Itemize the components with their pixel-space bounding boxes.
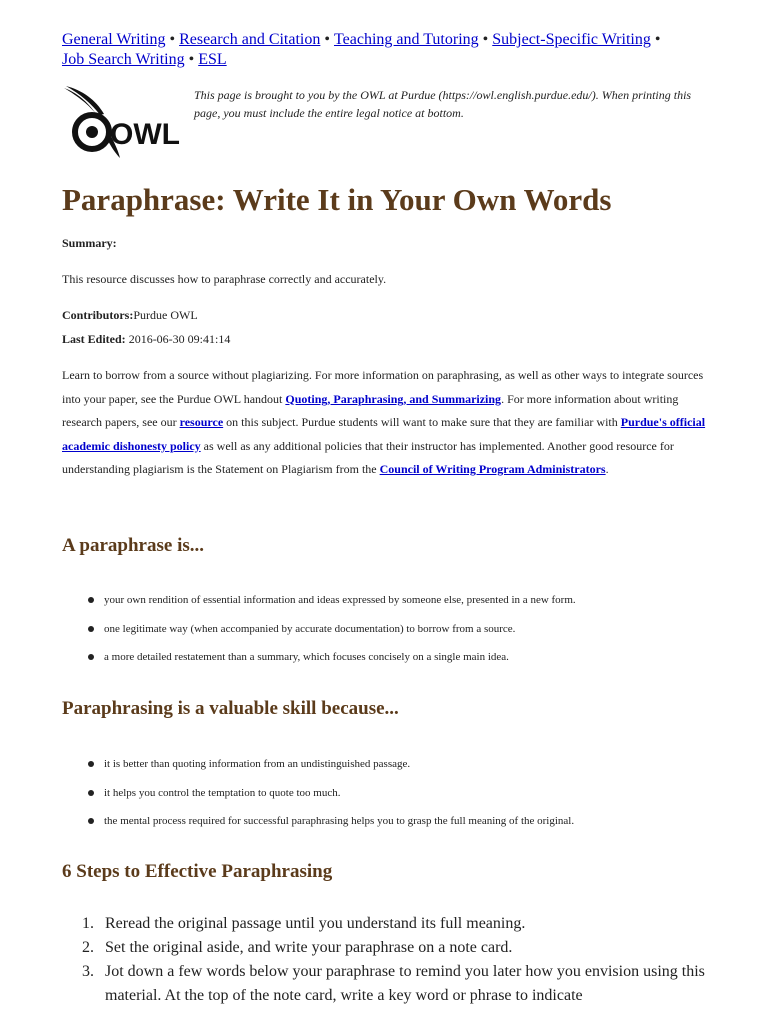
heading-six-steps: 6 Steps to Effective Paraphrasing: [62, 861, 333, 882]
step-item: [62, 936, 712, 960]
list-item: [62, 593, 712, 622]
step-number: 2.: [82, 939, 94, 956]
intro-text: Learn to borrow from a source without plagiarizing. For more information on paraphrasing, as well as other ways to integrate sources into your paper, see the Purdue OWL handout: [62, 368, 704, 406]
list-item-text: a more detailed restatement than a summary, which focuses concisely on a single main idea.: [104, 651, 509, 663]
nav-link-subject-specific-writing[interactable]: Subject-Specific Writing: [492, 31, 651, 48]
bullet-icon: [88, 626, 94, 632]
intro-text: . For more information about writing research papers, see our: [62, 391, 679, 430]
list-item-text: your own rendition of essential information and ideas expressed by someone else, presented in a new form.: [104, 594, 576, 606]
nav-link-job-search-writing[interactable]: Job Search Writing: [62, 51, 185, 68]
list-item: [62, 814, 712, 843]
legal-notice: This page is brought to you by the OWL at Purdue (https://owl.english.purdue.edu/). When printing this page, you must include the entire legal notice at bottom.: [194, 88, 692, 120]
contributors: [62, 306, 198, 324]
bullet-icon: [88, 761, 94, 767]
summary-text: This resource discusses how to paraphrase correctly and accurately.: [62, 272, 387, 286]
list-item-text: it is better than quoting information from an undistinguished passage.: [104, 758, 411, 770]
step-text: Reread the original passage until you understand its full meaning.: [105, 915, 526, 932]
last-edited-label: Last Edited:: [62, 332, 126, 346]
step-item: [62, 912, 712, 936]
page-title: Paraphrase: Write It in Your Own Words: [62, 182, 612, 217]
nav-separator: •: [482, 31, 489, 48]
owl-eye-logo-icon: [62, 84, 180, 160]
step-number: 1.: [82, 915, 94, 932]
heading-valuable-skill: Paraphrasing is a valuable skill because...: [62, 698, 399, 719]
valuable-skill-list: [62, 757, 712, 843]
nav-separator: •: [324, 31, 330, 48]
list-item: [62, 757, 712, 786]
last-edited-value: 2016-06-30 09:41:14: [125, 332, 231, 346]
contributors-label: Contributors:: [62, 308, 134, 322]
link-council-of-writing-program-administrators[interactable]: Council of Writing Program Administrators: [379, 462, 606, 477]
list-item: [62, 786, 712, 815]
step-number: 3.: [82, 963, 94, 980]
summary-label: Summary:: [62, 236, 117, 250]
nav-separator: •: [654, 31, 661, 48]
owl-logo[interactable]: [62, 84, 180, 160]
bullet-icon: [88, 597, 94, 603]
list-item-text: one legitimate way (when accompanied by accurate documentation) to borrow from a source.: [104, 622, 516, 635]
list-item-text: it helps you control the temptation to quote too much.: [104, 786, 341, 799]
intro-text: on this subject. Purdue students will want to make sure that they are familiar with: [223, 415, 621, 430]
nav-link-esl[interactable]: ESL: [198, 51, 227, 68]
bullet-icon: [88, 818, 94, 824]
paraphrase-is-list: [62, 593, 712, 679]
step-item: [62, 960, 712, 1008]
contributors-value: Purdue OWL: [133, 308, 198, 322]
link-quoting-paraphrasing-summarizing[interactable]: Quoting, Paraphrasing, and Summarizing: [285, 391, 502, 406]
nav-link-general-writing[interactable]: General Writing: [62, 31, 166, 48]
list-item: [62, 622, 712, 651]
link-academic-dishonesty-policy[interactable]: Purdue's official academic dishonesty policy: [62, 415, 706, 453]
logo-text: OWL: [110, 118, 180, 151]
intro-text: .: [605, 462, 609, 477]
link-resource[interactable]: resource: [179, 415, 224, 430]
step-text: Set the original aside, and write your paraphrase on a note card.: [105, 939, 513, 956]
steps-list: [62, 912, 712, 1008]
nav-separator: •: [169, 31, 176, 48]
list-item: [62, 650, 712, 679]
nav-link-research-and-citation[interactable]: Research and Citation: [179, 31, 321, 48]
intro-text: as well as any additional policies that their instructor has implemented. Another good resource for understanding plagiarism is the Statement on Plagiarism from the: [62, 438, 674, 477]
step-text: Jot down a few words below your paraphrase to remind you later how you envision using this material. At the top of the note card, write a key word or phrase to indicate: [105, 963, 705, 1004]
last-edited: [62, 330, 230, 348]
bullet-icon: [88, 654, 94, 660]
bullet-icon: [88, 790, 94, 796]
top-navigation: [62, 30, 722, 70]
nav-link-teaching-and-tutoring[interactable]: Teaching and Tutoring: [333, 31, 479, 48]
nav-separator: •: [188, 51, 195, 68]
intro-paragraph: [62, 364, 712, 482]
heading-a-paraphrase-is: A paraphrase is...: [62, 535, 204, 556]
list-item-text: the mental process required for successful paraphrasing helps you to grasp the full meaning of the original.: [104, 815, 575, 827]
